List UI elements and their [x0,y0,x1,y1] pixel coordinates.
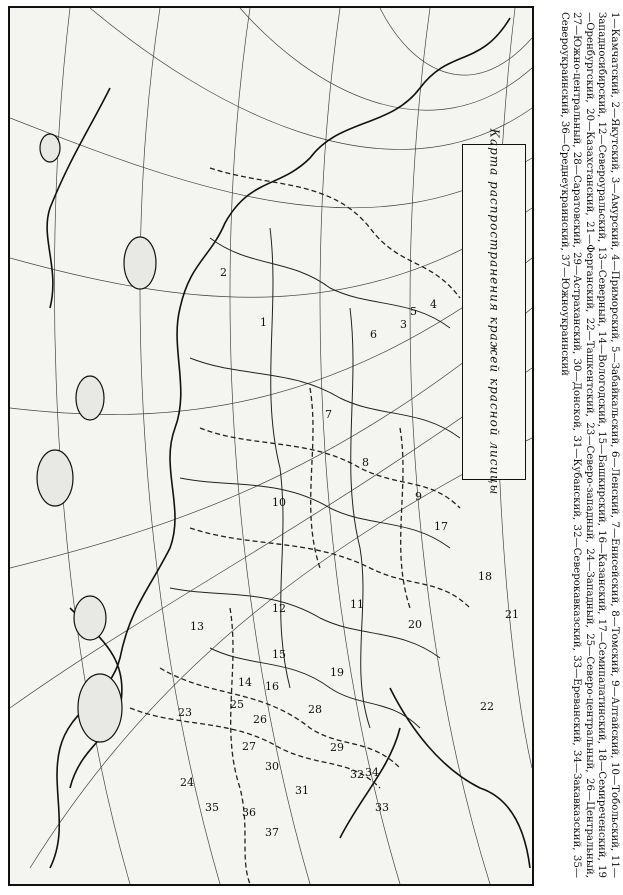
region-label: 3 [400,318,407,331]
coastline [47,18,530,868]
region-label: 27 [242,740,256,753]
region-label: 36 [242,806,256,819]
region-label: 10 [272,496,286,509]
region-label: 30 [265,760,279,773]
region-label: 16 [265,680,279,693]
region-label: 21 [505,608,519,621]
region-label: 35 [205,801,219,814]
region-label: 2 [220,266,227,279]
region-label: 18 [478,570,492,583]
region-label: 11 [350,598,364,611]
map-frame [8,6,534,886]
legend-text: 1—Камчатский, 2—Якутский, 3—Амурский, 4—Приморский, 5—Забайкальский, 6—Ленский, 7—Енисейский, 8—Томский, 9—Алтайский, 10—Тобольский, 11—Западносибирский, 12—Североуральский, 13—Северный, 14—Вологодский, 15—Башкирский, 16—Казанский, 17—Семипалатинский, 18—Семиреченский, 19—Оренбургский, 20—Казахстанский, 21—Ферганский, 22—Ташкентский, 23—Северо-западный, 24—Западный, 25—Северо-центральный, 26—Центральный, 27—Южно-центральный, 28—Саратовский, 29—Астраханский, 30—Донской, 31—Кубанский, 32—Северокавказский, 33—Ереванский, 34—Закавказский, 35—Североукраинский, 36—Среднеукраинский, 37—Южноукраинский [558,12,620,878]
region-label: 14 [238,676,252,689]
region-label: 12 [272,602,286,615]
region-label: 15 [272,648,286,661]
region-label: 4 [430,298,437,311]
region-label: 28 [308,703,322,716]
region-label: 29 [330,741,344,754]
region-label: 7 [325,408,332,421]
map-title-box [462,128,526,496]
legend [538,6,622,884]
map-title: Карта распространения кражей красной лисицы [487,128,502,496]
region-label: 8 [362,456,369,469]
region-label: 6 [370,328,377,341]
region-label: 25 [230,698,244,711]
region-label: 20 [408,618,422,631]
region-label: 24 [180,776,194,789]
region-label: 32 [350,768,364,781]
map-canvas [10,8,532,884]
region-label: 13 [190,620,204,633]
region-label: 5 [410,305,417,318]
region-label: 9 [415,490,422,503]
region-label: 23 [178,706,192,719]
region-label: 31 [295,784,309,797]
region-label: 37 [265,826,279,839]
region-label: 34 [365,766,379,779]
region-label: 1 [260,316,267,329]
region-label: 26 [253,713,267,726]
region-label: 17 [434,520,448,533]
region-label: 22 [480,700,494,713]
region-label: 33 [375,801,389,814]
region-label: 19 [330,666,344,679]
